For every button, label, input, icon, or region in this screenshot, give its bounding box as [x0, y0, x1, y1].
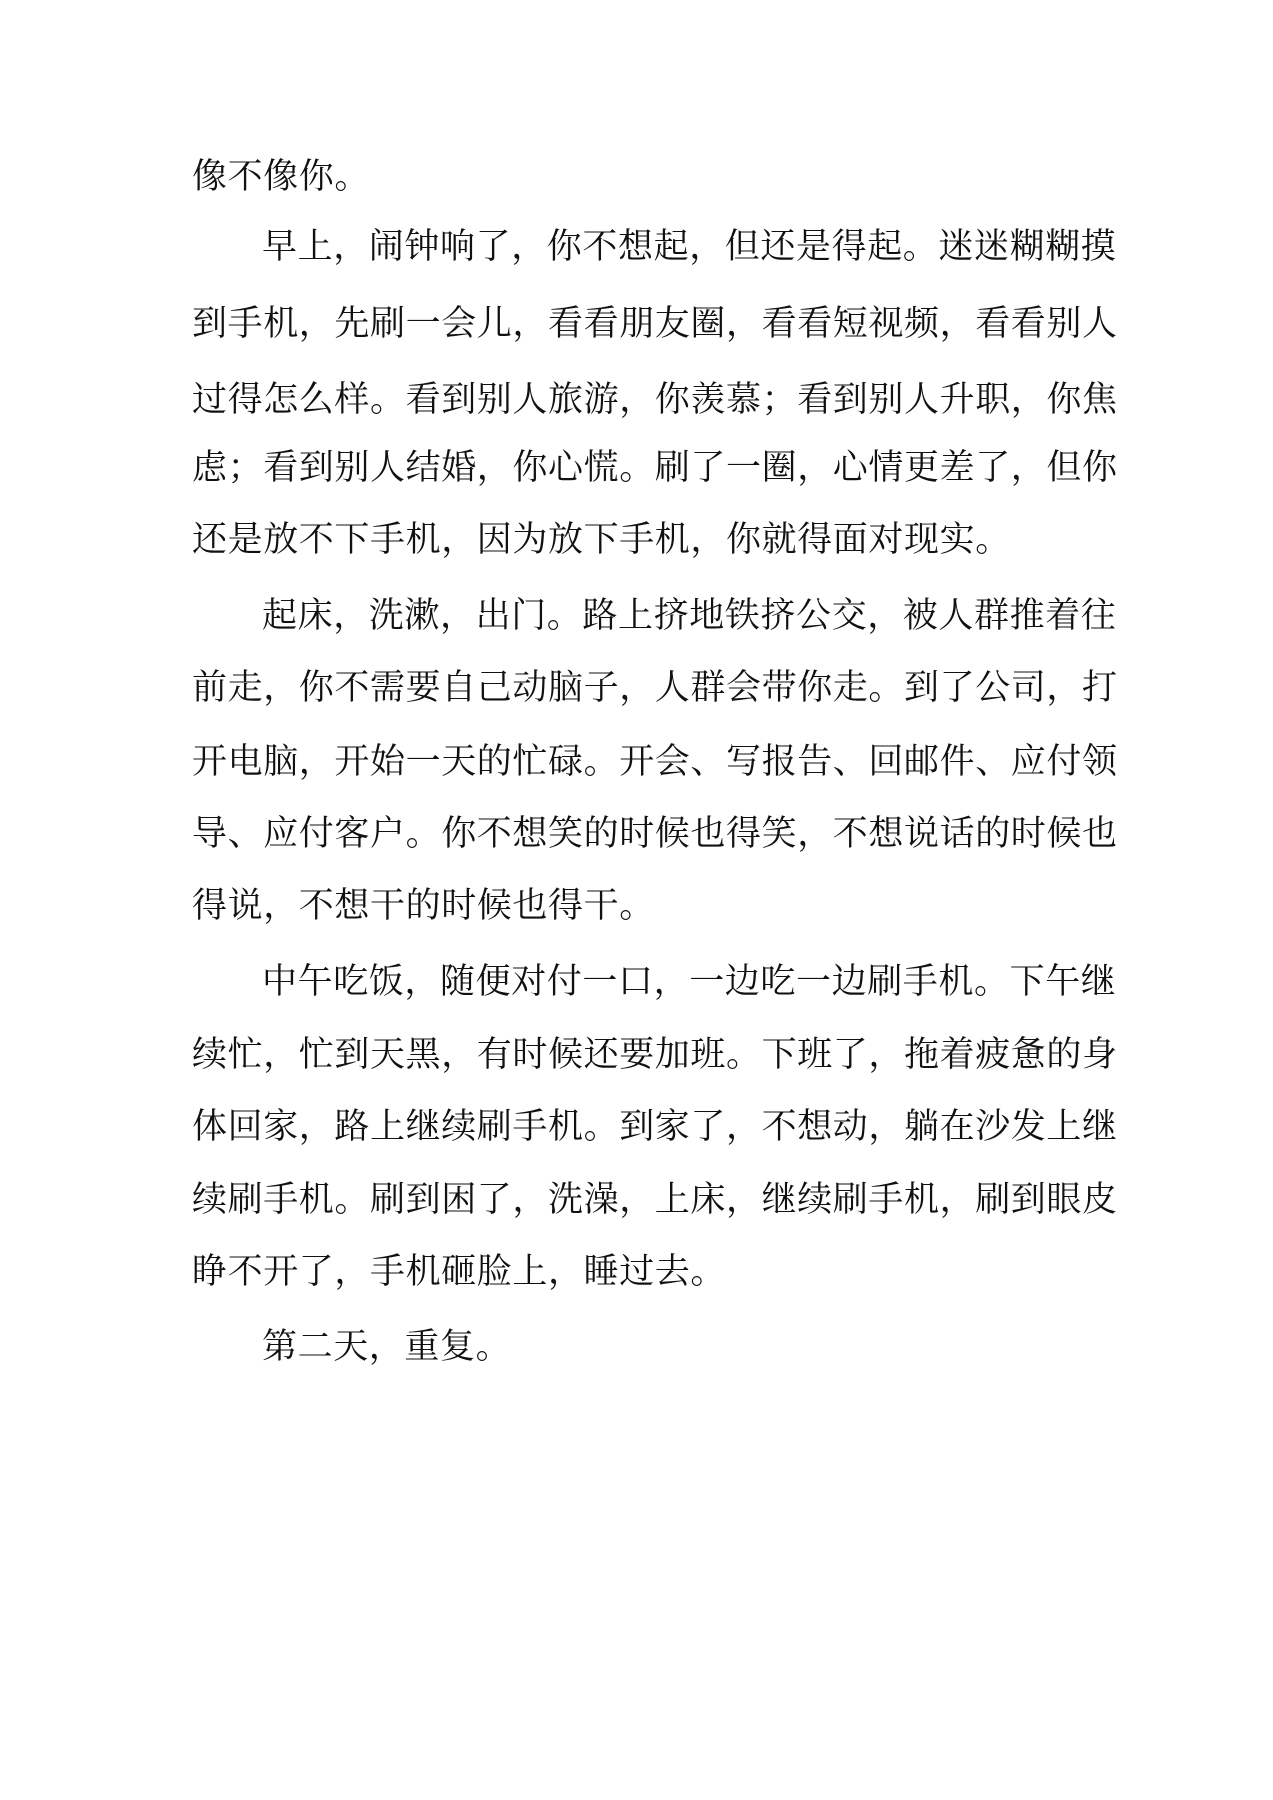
text-line: 到手机，先刷一会儿，看看朋友圈，看看短视频，看看别人 — [192, 304, 1118, 344]
paragraph-first-line: 中午吃饭，随便对付一口，一边吃一边刷手机。下午继 — [262, 962, 1117, 1002]
text-line: 虑；看到别人结婚，你心慌。刷了一圈，心情更差了，但你 — [192, 448, 1118, 488]
text-line: 续忙，忙到天黑，有时候还要加班。下班了，拖着疲惫的身 — [192, 1035, 1118, 1075]
text-line: 像不像你。 — [192, 157, 371, 197]
text-line: 还是放不下手机，因为放下手机，你就得面对现实。 — [192, 520, 1011, 560]
text-line: 前走，你不需要自己动脑子，人群会带你走。到了公司，打 — [192, 668, 1118, 708]
text-line: 体回家，路上继续刷手机。到家了，不想动，躺在沙发上继 — [192, 1107, 1118, 1147]
text-line: 得说，不想干的时候也得干。 — [192, 886, 655, 926]
text-line: 开电脑，开始一天的忙碌。开会、写报告、回邮件、应付领 — [192, 742, 1118, 782]
text-line: 导、应付客户。你不想笑的时候也得笑，不想说话的时候也 — [192, 814, 1118, 854]
text-line: 睁不开了，手机砸脸上，睡过去。 — [192, 1252, 727, 1292]
paragraph-first-line: 起床，洗漱，出门。路上挤地铁挤公交，被人群推着往 — [262, 596, 1117, 636]
paragraph-first-line: 早上，闹钟响了，你不想起，但还是得起。迷迷糊糊摸 — [262, 227, 1117, 267]
text-line: 过得怎么样。看到别人旅游，你羡慕；看到别人升职，你焦 — [192, 380, 1118, 420]
paragraph-first-line: 第二天，重复。 — [262, 1327, 512, 1367]
text-line: 续刷手机。刷到困了，洗澡，上床，继续刷手机，刷到眼皮 — [192, 1180, 1118, 1220]
